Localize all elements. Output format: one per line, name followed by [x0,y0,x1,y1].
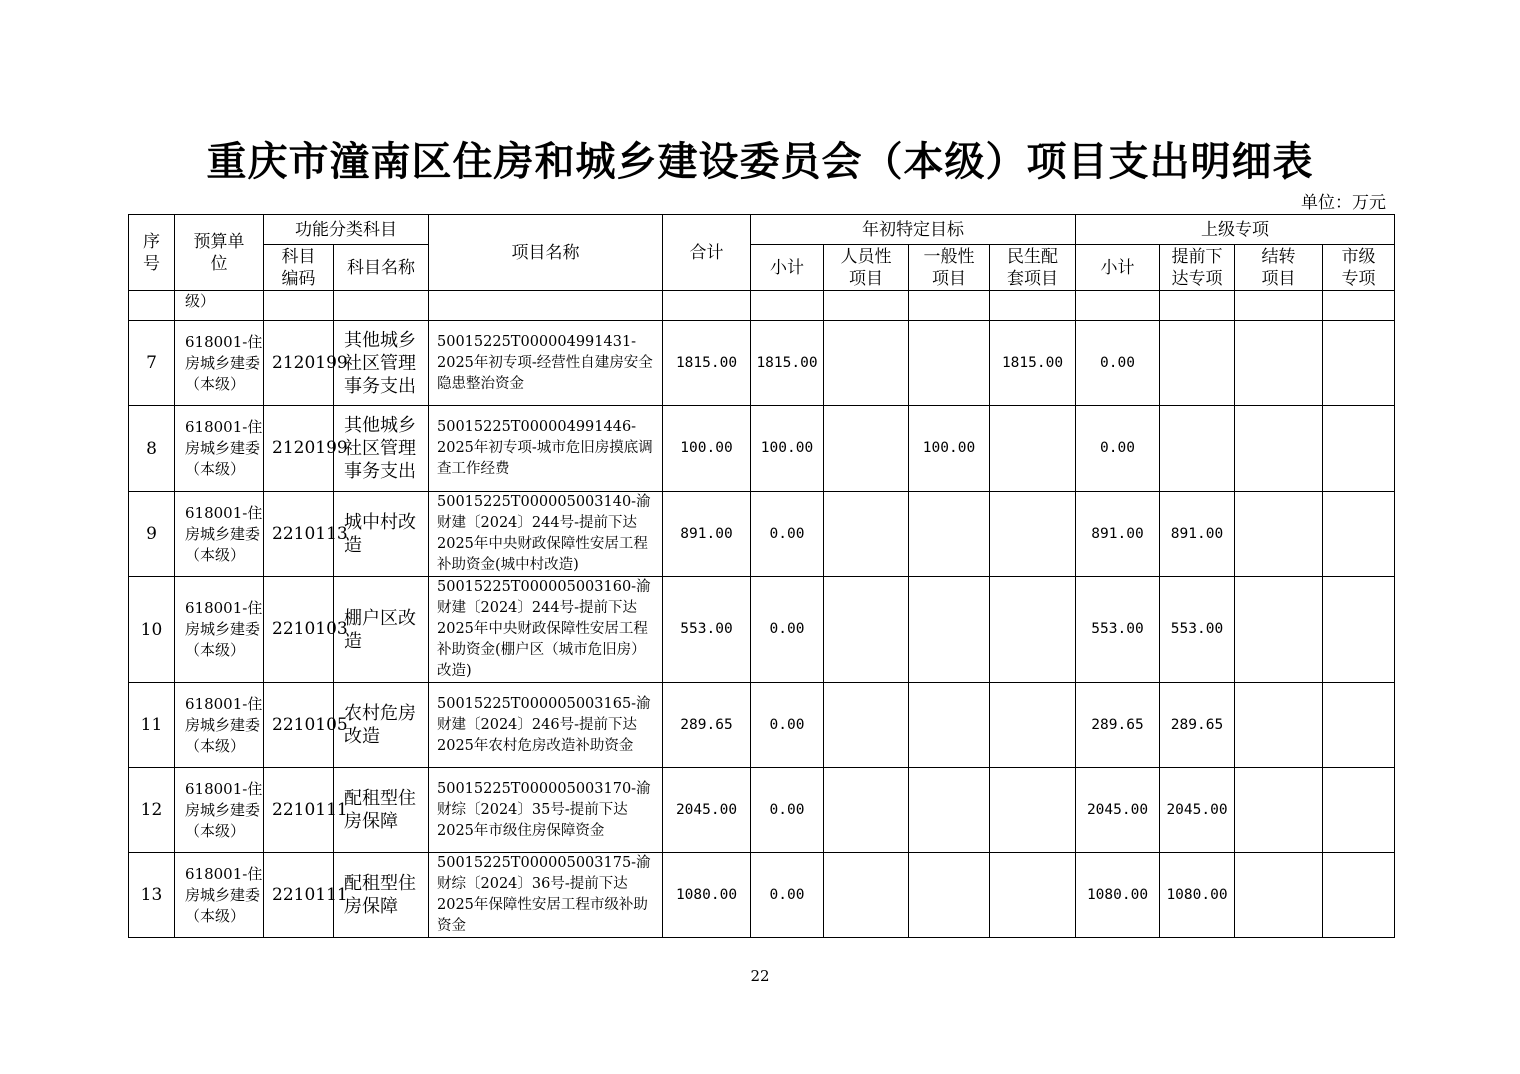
superior-subtotal-cell: 891.00 [1076,492,1160,577]
livelihood-cell [990,683,1076,768]
header-carryover: 结转项目 [1235,245,1323,291]
budget-unit-cell: 618001-住房城乡建委（本级） [175,321,264,406]
header-superior-subtotal: 小计 [1076,245,1160,291]
general-cell: 100.00 [909,406,990,492]
advance-cell: 1080.00 [1160,853,1235,938]
subject-code-cell: 2120199 [264,321,334,406]
superior-subtotal-cell: 553.00 [1076,577,1160,683]
budget-unit-cell: 618001-住房城乡建委（本级） [175,406,264,492]
livelihood-cell [990,768,1076,853]
seq-cell: 8 [129,406,175,492]
superior-subtotal-cell: 2045.00 [1076,768,1160,853]
personnel-cell [824,577,909,683]
superior-subtotal-cell: 1080.00 [1076,853,1160,938]
header-subject-name: 科目名称 [334,245,429,291]
initial-subtotal-cell: 100.00 [751,406,824,492]
livelihood-cell [990,577,1076,683]
general-cell [909,321,990,406]
city-cell [1323,853,1395,938]
page-title: 重庆市潼南区住房和城乡建设委员会（本级）项目支出明细表 [206,138,1314,185]
seq-cell: 9 [129,492,175,577]
initial-subtotal-cell: 0.00 [751,683,824,768]
carryover-cell [1235,321,1323,406]
project-name-cell: 50015225T000004991446-2025年初专项-城市危旧房摸底调查工作经费 [429,406,663,492]
header-general: 一般性项目 [909,245,990,291]
total-cell: 289.65 [663,683,751,768]
project-name-cell: 50015225T000005003175-渝财综〔2024〕36号-提前下达2025年保障性安居工程市级补助资金 [429,853,663,938]
header-func-class: 功能分类科目 [264,215,429,245]
subject-code-cell: 2210103 [264,577,334,683]
personnel-cell [824,406,909,492]
page-number: 22 [750,967,770,985]
subject-name-cell: 配租型住房保障 [334,768,429,853]
subject-name-cell: 棚户区改造 [334,577,429,683]
project-name-cell: 50015225T000005003170-渝财综〔2024〕35号-提前下达2025年市级住房保障资金 [429,768,663,853]
total-cell: 891.00 [663,492,751,577]
subject-name-cell: 城中村改造 [334,492,429,577]
header-livelihood: 民生配套项目 [990,245,1076,291]
initial-subtotal-cell: 0.00 [751,492,824,577]
initial-subtotal-cell: 0.00 [751,853,824,938]
subject-name-cell: 其他城乡社区管理事务支出 [334,406,429,492]
project-name-cell: 50015225T000004991431-2025年初专项-经营性自建房安全隐患整治资金 [429,321,663,406]
livelihood-cell [990,853,1076,938]
budget-unit-cell: 618001-住房城乡建委（本级） [175,683,264,768]
subject-code-cell: 2210113 [264,492,334,577]
personnel-cell [824,853,909,938]
livelihood-cell: 1815.00 [990,321,1076,406]
subject-code-cell: 2210111 [264,768,334,853]
advance-cell [1160,321,1235,406]
city-cell [1323,683,1395,768]
seq-cell: 10 [129,577,175,683]
carryover-cell [1235,853,1323,938]
header-city: 市级专项 [1323,245,1395,291]
city-cell [1323,577,1395,683]
personnel-cell [824,492,909,577]
total-cell: 1815.00 [663,321,751,406]
initial-subtotal-cell: 1815.00 [751,321,824,406]
general-cell [909,683,990,768]
budget-unit-cell: 618001-住房城乡建委（本级） [175,768,264,853]
table-row [129,853,1395,938]
subject-name-cell: 农村危房改造 [334,683,429,768]
advance-cell: 2045.00 [1160,768,1235,853]
carryover-cell [1235,577,1323,683]
header-advance: 提前下达专项 [1160,245,1235,291]
subject-code-cell: 2210105 [264,683,334,768]
seq-cell: 12 [129,768,175,853]
header-superior: 上级专项 [1076,215,1395,245]
carryover-cell [1235,492,1323,577]
advance-cell [1160,406,1235,492]
subject-name-cell: 其他城乡社区管理事务支出 [334,321,429,406]
table-row [129,321,1395,406]
unit-label: 单位：万元 [1301,193,1386,213]
carryover-cell [1235,406,1323,492]
total-cell: 1080.00 [663,853,751,938]
general-cell [909,768,990,853]
personnel-cell [824,321,909,406]
carryover-cell [1235,683,1323,768]
subject-code-cell: 2120199 [264,406,334,492]
budget-unit-cell: 级） [175,291,264,321]
project-name-cell: 50015225T000005003140-渝财建〔2024〕244号-提前下达2025年中央财政保障性安居工程补助资金(城中村改造) [429,492,663,577]
table-row [129,406,1395,492]
budget-unit-cell: 618001-住房城乡建委（本级） [175,492,264,577]
header-subtotal: 小计 [751,245,824,291]
general-cell [909,577,990,683]
table-row [129,577,1395,683]
header-seq: 序号 [129,215,175,291]
initial-subtotal-cell: 0.00 [751,577,824,683]
total-cell: 100.00 [663,406,751,492]
header-subject-code: 科目编码 [264,245,334,291]
city-cell [1323,406,1395,492]
seq-cell: 13 [129,853,175,938]
carryover-cell [1235,768,1323,853]
total-cell: 553.00 [663,577,751,683]
advance-cell: 891.00 [1160,492,1235,577]
general-cell [909,853,990,938]
superior-subtotal-cell: 0.00 [1076,321,1160,406]
livelihood-cell [990,492,1076,577]
initial-subtotal-cell: 0.00 [751,768,824,853]
header-personnel: 人员性项目 [824,245,909,291]
project-name-cell: 50015225T000005003160-渝财建〔2024〕244号-提前下达2025年中央财政保障性安居工程补助资金(棚户区（城市危旧房）改造) [429,577,663,683]
seq-cell: 11 [129,683,175,768]
superior-subtotal-cell: 289.65 [1076,683,1160,768]
advance-cell: 289.65 [1160,683,1235,768]
project-name-cell: 50015225T000005003165-渝财建〔2024〕246号-提前下达2025年农村危房改造补助资金 [429,683,663,768]
budget-unit-cell: 618001-住房城乡建委（本级） [175,853,264,938]
advance-cell: 553.00 [1160,577,1235,683]
table-row [129,683,1395,768]
header-initial-target: 年初特定目标 [751,215,1076,245]
subject-code-cell: 2210111 [264,853,334,938]
personnel-cell [824,683,909,768]
general-cell [909,492,990,577]
table-row [129,492,1395,577]
livelihood-cell [990,406,1076,492]
header-total: 合计 [663,215,751,291]
header-budget-unit: 预算单位 [175,215,264,291]
header-project-name: 项目名称 [429,215,663,291]
table-row [129,768,1395,853]
city-cell [1323,492,1395,577]
personnel-cell [824,768,909,853]
superior-subtotal-cell: 0.00 [1076,406,1160,492]
city-cell [1323,321,1395,406]
budget-unit-cell: 618001-住房城乡建委（本级） [175,577,264,683]
seq-cell: 7 [129,321,175,406]
subject-name-cell: 配租型住房保障 [334,853,429,938]
continued-row [129,291,1395,321]
project-expenditure-table [128,214,1395,938]
total-cell: 2045.00 [663,768,751,853]
city-cell [1323,768,1395,853]
